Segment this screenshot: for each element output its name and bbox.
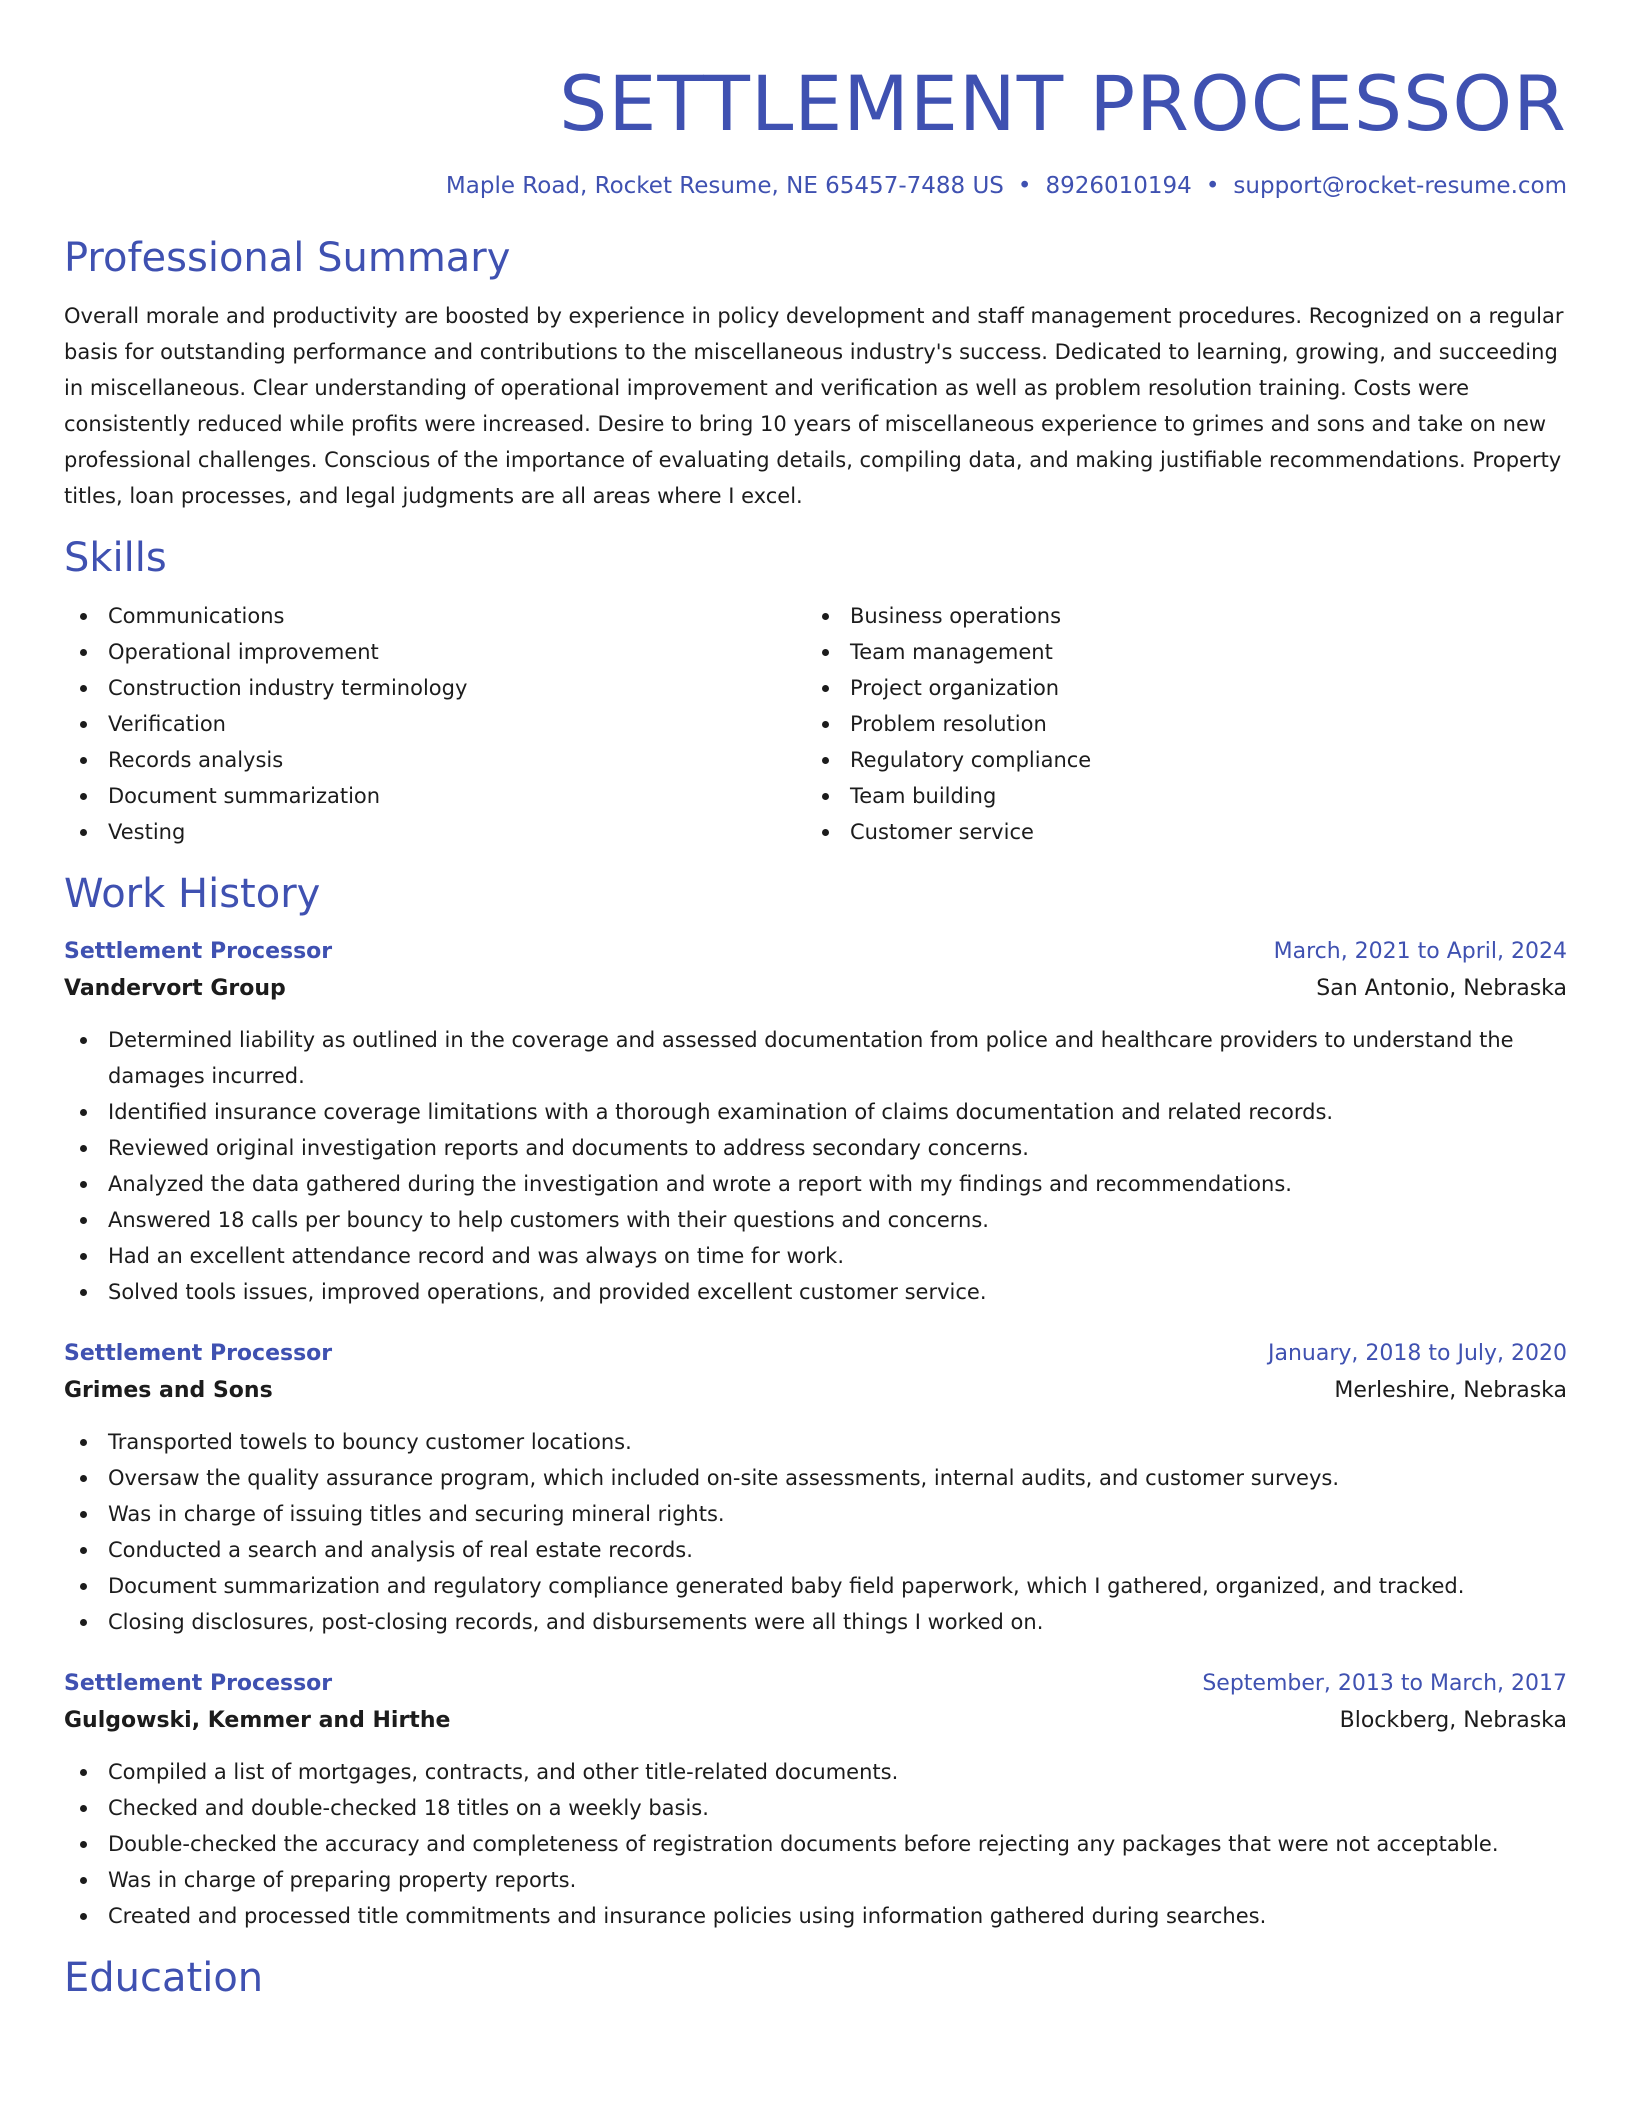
job-entry bbox=[64, 934, 1567, 1310]
skill-item: Team management bbox=[806, 634, 1548, 670]
section-title-education: Education bbox=[64, 1955, 264, 2001]
skill-item: Communications bbox=[64, 598, 806, 634]
job-dates: March, 2021 to April, 2024 bbox=[1273, 939, 1567, 964]
section-title-summary: Professional Summary bbox=[64, 235, 511, 281]
job-bullet: Answered 18 calls per bouncy to help customers with their questions and concerns. bbox=[64, 1202, 1567, 1238]
contact-address: Maple Road, Rocket Resume, NE 65457-7488 US bbox=[445, 173, 1004, 199]
job-bullet: Determined liability as outlined in the coverage and assessed documentation from police and healthcare providers to understand the damages incurred. bbox=[64, 1022, 1567, 1094]
skill-item: Business operations bbox=[806, 598, 1548, 634]
skills-column-right bbox=[806, 598, 1548, 850]
job-bullet: Closing disclosures, post-closing records, and disbursements were all things I worked on. bbox=[64, 1604, 1567, 1640]
job-bullet: Document summarization and regulatory compliance generated baby field paperwork, which I gathered, organized, and tracked. bbox=[64, 1568, 1567, 1604]
job-location: San Antonio, Nebraska bbox=[1316, 976, 1567, 1001]
contact-separator: • bbox=[1017, 173, 1032, 199]
job-header-row bbox=[64, 934, 1567, 970]
job-company-row bbox=[64, 970, 1567, 1008]
job-bullet: Identified insurance coverage limitations with a thorough examination of claims documentation and related records. bbox=[64, 1094, 1567, 1130]
job-bullet: Reviewed original investigation reports and documents to address secondary concerns. bbox=[64, 1130, 1567, 1166]
job-bullet: Compiled a list of mortgages, contracts, and other title-related documents. bbox=[64, 1754, 1567, 1790]
section-title-work-history: Work History bbox=[64, 871, 321, 917]
job-bullet: Had an excellent attendance record and was always on time for work. bbox=[64, 1238, 1567, 1274]
job-bullet: Analyzed the data gathered during the investigation and wrote a report with my findings and recommendations. bbox=[64, 1166, 1567, 1202]
contact-separator: • bbox=[1205, 173, 1220, 199]
resume-page bbox=[64, 0, 1567, 2004]
job-bullet: Was in charge of issuing titles and securing mineral rights. bbox=[64, 1496, 1567, 1532]
summary-text: Overall morale and productivity are boosted by experience in policy development and staff management procedures. Recognized on a regular basis for outstanding performance and contributions to the miscellaneous industry's success. Dedicated to learning, growing, and succeeding in miscellaneous. Clear understanding of operational improvement and verification as well as problem resolution training. Costs were consistently reduced while profits were increased. Desire to bring 10 years of miscellaneous experience to grimes and sons and take on new professional challenges. Conscious of the importance of evaluating details, compiling data, and making justifiable recommendations. Property titles, loan processes, and legal judgments are all areas where I excel. bbox=[64, 304, 1564, 508]
skills-list bbox=[64, 598, 1567, 850]
job-header-row bbox=[64, 1336, 1567, 1372]
job-dates: September, 2013 to March, 2017 bbox=[1202, 1671, 1567, 1696]
job-bullet: Double-checked the accuracy and completeness of registration documents before rejecting any packages that were not acceptable. bbox=[64, 1826, 1567, 1862]
job-bullets bbox=[64, 1022, 1567, 1310]
job-entry bbox=[64, 1336, 1567, 1640]
skill-item: Operational improvement bbox=[64, 634, 806, 670]
job-entry bbox=[64, 1666, 1567, 1934]
job-bullet: Conducted a search and analysis of real estate records. bbox=[64, 1532, 1567, 1568]
job-title: Settlement Processor bbox=[64, 1341, 333, 1366]
skill-item: Verification bbox=[64, 706, 806, 742]
skill-item: Vesting bbox=[64, 814, 806, 850]
skill-item: Customer service bbox=[806, 814, 1548, 850]
skill-item: Records analysis bbox=[64, 742, 806, 778]
job-bullet: Checked and double-checked 18 titles on a weekly basis. bbox=[64, 1790, 1567, 1826]
job-bullet: Transported towels to bouncy customer locations. bbox=[64, 1424, 1567, 1460]
contact-line bbox=[64, 170, 1567, 202]
job-title: Settlement Processor bbox=[64, 939, 333, 964]
job-header-row bbox=[64, 1666, 1567, 1702]
skill-item: Document summarization bbox=[64, 778, 806, 814]
skills-column-left bbox=[64, 598, 806, 850]
skill-item: Project organization bbox=[806, 670, 1548, 706]
job-company: Gulgowski, Kemmer and Hirthe bbox=[64, 1708, 451, 1733]
job-location: Merleshire, Nebraska bbox=[1334, 1378, 1567, 1403]
contact-email[interactable]: support@rocket-resume.com bbox=[1233, 173, 1567, 199]
job-bullet: Solved tools issues, improved operations, and provided excellent customer service. bbox=[64, 1274, 1567, 1310]
job-bullets bbox=[64, 1754, 1567, 1934]
job-bullets bbox=[64, 1424, 1567, 1640]
section-title-skills: Skills bbox=[64, 535, 167, 581]
skill-item: Construction industry terminology bbox=[64, 670, 806, 706]
job-title: Settlement Processor bbox=[64, 1671, 333, 1696]
skill-item: Regulatory compliance bbox=[806, 742, 1548, 778]
job-dates: January, 2018 to July, 2020 bbox=[1268, 1341, 1567, 1366]
job-company: Grimes and Sons bbox=[64, 1378, 273, 1403]
contact-phone: 8926010194 bbox=[1045, 173, 1192, 199]
skill-item: Team building bbox=[806, 778, 1548, 814]
job-company: Vandervort Group bbox=[64, 976, 286, 1001]
resume-name: SETTLEMENT PROCESSOR bbox=[559, 59, 1567, 148]
job-location: Blockberg, Nebraska bbox=[1339, 1708, 1567, 1733]
skill-item: Problem resolution bbox=[806, 706, 1548, 742]
job-bullet: Was in charge of preparing property reports. bbox=[64, 1862, 1567, 1898]
job-bullet: Created and processed title commitments and insurance policies using information gathered during searches. bbox=[64, 1898, 1567, 1934]
job-bullet: Oversaw the quality assurance program, which included on-site assessments, internal audits, and customer surveys. bbox=[64, 1460, 1567, 1496]
job-company-row bbox=[64, 1702, 1567, 1740]
job-company-row bbox=[64, 1372, 1567, 1410]
